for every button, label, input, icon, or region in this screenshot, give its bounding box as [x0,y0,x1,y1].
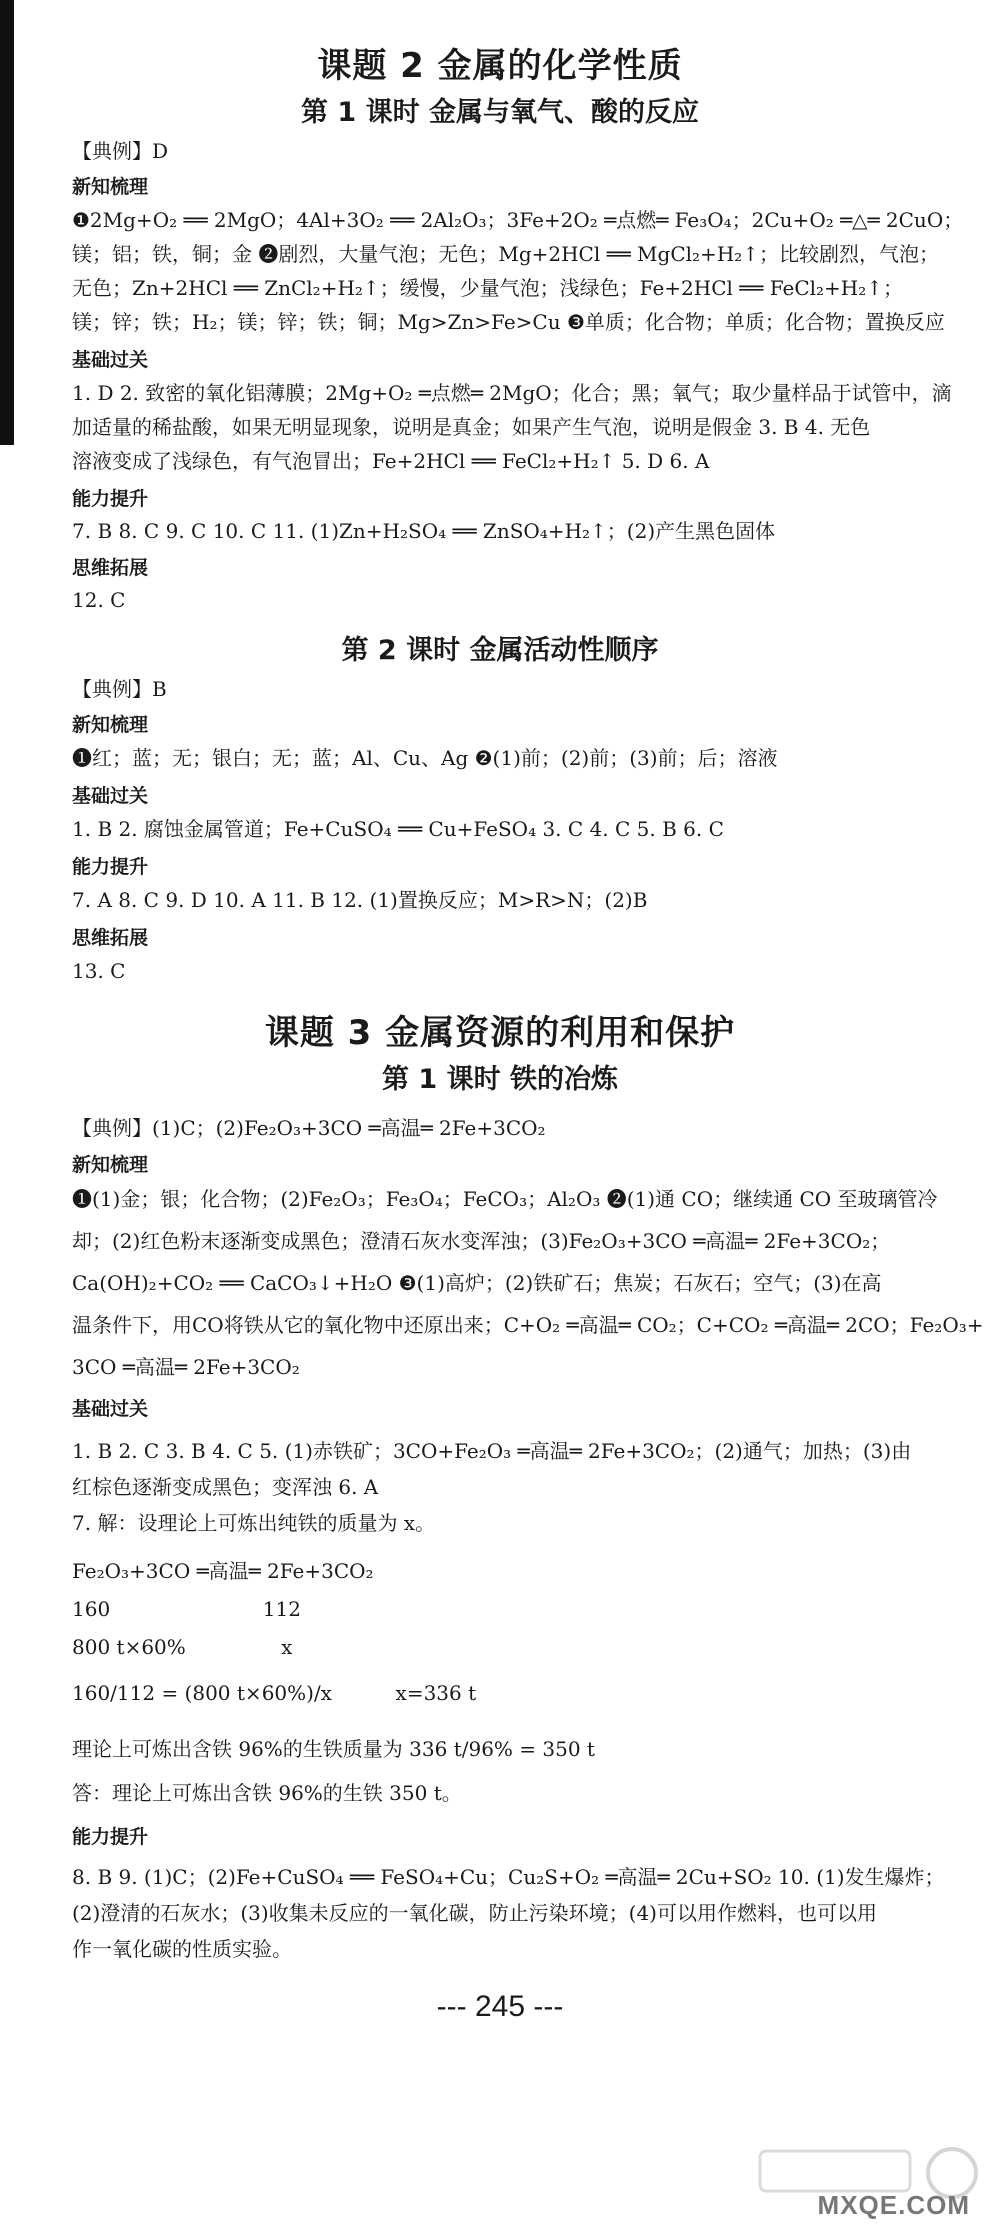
u3l1-ability-2: (2)澄清的石灰水；(3)收集未反应的一氧化碳，防止污染环境；(4)可以用作燃料，也可以用 [72,1901,877,1925]
u3l1-calc-4: 800 t×60% x [72,1635,293,1659]
u3l1-new-5: 3CO ═高温═ 2Fe+3CO₂ [72,1355,300,1379]
u3l1-calc-1: 7. 解：设理论上可炼出纯铁的质量为 x。 [72,1511,436,1535]
u3l1-ability-1: 8. B 9. (1)C；(2)Fe+CuSO₄ ══ FeSO₄+Cu；Cu₂S+O₂ ═高温═ 2Cu+SO₂ 10. (1)发生爆炸； [72,1865,945,1889]
u2l1-new-4: 镁；锌；铁；H₂；镁；锌；铁；铜；Mg>Zn>Fe>Cu ❸单质；化合物；单质；化合物；置换反应 [72,310,945,334]
u2l2-basic-label: 基础过关 [72,785,149,807]
unit3-lesson1-title: 第 1 课时 铁的冶炼 [382,1064,618,1095]
u3l1-calc-2: Fe₂O₃+3CO ═高温═ 2Fe+3CO₂ [72,1559,374,1583]
unit2-title: 课题 2 金属的化学性质 [317,46,683,86]
u2l2-ability-label: 能力提升 [72,856,149,878]
unit3-title: 课题 3 金属资源的利用和保护 [264,1013,736,1053]
u3l1-new-label: 新知梳理 [72,1154,149,1176]
u2l2-new-label: 新知梳理 [72,714,149,736]
watermark-text: MXQE.COM [817,2190,970,2220]
u3l1-new-1: ❶(1)金；银；化合物；(2)Fe₂O₃；Fe₃O₄；FeCO₃；Al₂O₃ ❷(1)通 CO；继续通 CO 至玻璃管冷 [72,1187,938,1211]
page-number: --- 245 --- [436,1990,564,2023]
u3l1-calc-6: 理论上可炼出含铁 96%的生铁质量为 336 t/96% = 350 t [72,1737,595,1761]
u3l1-basic-label: 基础过关 [72,1398,149,1420]
u2l2-new: ❶红；蓝；无；银白；无；蓝；Al、Cu、Ag ❷(1)前；(2)前；(3)前；后；溶液 [72,746,778,770]
u3l1-calc-5: 160/112 = (800 t×60%)/x x=336 t [72,1681,477,1705]
u3l1-example: 【典例】(1)C；(2)Fe₂O₃+3CO ═高温═ 2Fe+3CO₂ [72,1116,546,1140]
u2l2-ability: 7. A 8. C 9. D 10. A 11. B 12. (1)置换反应；M>R>N；(2)B [72,888,648,912]
unit2-lesson2-title: 第 2 课时 金属活动性顺序 [341,635,659,666]
u3l1-new-3: Ca(OH)₂+CO₂ ══ CaCO₃↓+H₂O ❸(1)高炉；(2)铁矿石；焦炭；石灰石；空气；(3)在高 [72,1271,882,1295]
u3l1-calc-3: 160 112 [72,1597,301,1621]
u3l1-ability-label: 能力提升 [72,1826,149,1848]
u3l1-calc-7: 答：理论上可炼出含铁 96%的生铁 350 t。 [72,1781,462,1805]
u2l1-ability-label: 能力提升 [72,488,149,510]
u2l1-basic-1: 1. D 2. 致密的氧化铝薄膜；2Mg+O₂ ═点燃═ 2MgO；化合；黑；氧气；取少量样品于试管中，滴 [72,381,952,405]
u2l2-thinking: 13. C [72,959,126,983]
u2l1-new-1: ❶2Mg+O₂ ══ 2MgO；4Al+3O₂ ══ 2Al₂O₃；3Fe+2O₂ ═点燃═ Fe₃O₄；2Cu+O₂ ═△═ 2CuO； [72,208,964,232]
u3l1-basic-2: 红棕色逐渐变成黑色；变浑浊 6. A [72,1475,379,1499]
u2l2-basic: 1. B 2. 腐蚀金属管道；Fe+CuSO₄ ══ Cu+FeSO₄ 3. C 4. C 5. B 6. C [72,817,724,841]
u2l1-ability: 7. B 8. C 9. C 10. C 11. (1)Zn+H₂SO₄ ══ ZnSO₄+H₂↑；(2)产生黑色固体 [72,519,776,543]
u2l1-example: 【典例】D [72,139,169,163]
u3l1-ability-3: 作一氧化碳的性质实验。 [72,1937,292,1961]
u2l1-thinking-label: 思维拓展 [72,557,149,579]
u2l1-new-label: 新知梳理 [72,176,149,198]
u3l1-new-4: 温条件下，用CO将铁从它的氧化物中还原出来；C+O₂ ═高温═ CO₂；C+CO₂ ═高温═ 2CO；Fe₂O₃+ [72,1313,984,1337]
u3l1-basic-1: 1. B 2. C 3. B 4. C 5. (1)赤铁矿；3CO+Fe₂O₃ ═高温═ 2Fe+3CO₂；(2)通气；加热；(3)由 [72,1439,912,1463]
u2l1-thinking: 12. C [72,588,126,612]
u2l1-new-3: 无色；Zn+2HCl ══ ZnCl₂+H₂↑；缓慢，少量气泡；浅绿色；Fe+2HCl ══ FeCl₂+H₂↑； [72,276,904,300]
u3l1-new-2: 却；(2)红色粉末逐渐变成黑色；澄清石灰水变浑浊；(3)Fe₂O₃+3CO ═高温═ 2Fe+3CO₂； [72,1229,891,1253]
u2l1-basic-2: 加适量的稀盐酸，如果无明显现象，说明是真金；如果产生气泡，说明是假金 3. B 4. 无色 [72,415,871,439]
u2l2-example: 【典例】B [72,677,167,701]
u2l1-new-2: 镁；铝；铁，铜；金 ❷剧烈，大量气泡；无色；Mg+2HCl ══ MgCl₂+H₂↑；比较剧烈，气泡； [72,242,940,266]
u2l1-basic-label: 基础过关 [72,349,149,371]
u2l1-basic-3: 溶液变成了浅绿色，有气泡冒出；Fe+2HCl ══ FeCl₂+H₂↑ 5. D 6. A [72,449,710,473]
u2l2-thinking-label: 思维拓展 [72,927,149,949]
unit2-lesson1-title: 第 1 课时 金属与氧气、酸的反应 [301,97,699,128]
